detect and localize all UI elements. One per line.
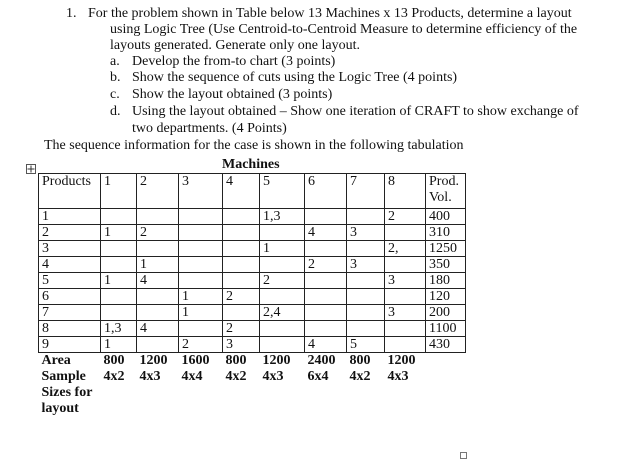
size-value: 4x2 [225, 369, 247, 384]
sequence-cell [101, 257, 137, 273]
table-row [39, 225, 466, 241]
header-machine-4: 4 [223, 174, 260, 209]
question-number: 1. [66, 6, 77, 21]
sizes-row [39, 369, 466, 441]
part-a-text: Develop the from-to chart (3 points) [132, 54, 336, 69]
sequence-cell [179, 321, 223, 337]
size-value: 4x3 [262, 369, 284, 384]
size-value: 4x4 [181, 369, 203, 384]
sequence-cell [347, 289, 385, 305]
table-resize-handle-icon[interactable] [460, 452, 467, 459]
table-row [39, 337, 466, 353]
prod-volume: 400 [426, 209, 466, 225]
sizes-empty [426, 369, 466, 441]
area-row [39, 353, 466, 370]
part-d-continuation: two departments. (4 Points) [132, 121, 287, 136]
product-id: 5 [39, 273, 101, 289]
sequence-cell [347, 273, 385, 289]
sequence-cell [347, 321, 385, 337]
sequence-cell: 1,3 [101, 321, 137, 337]
header-machine-8: 8 [385, 174, 426, 209]
sequence-cell [179, 257, 223, 273]
sequence-cell [260, 337, 305, 353]
sequence-cell [305, 289, 347, 305]
sequence-cell [260, 321, 305, 337]
header-machine-5: 5 [260, 174, 305, 209]
prod-volume: 200 [426, 305, 466, 321]
prod-volume: 120 [426, 289, 466, 305]
sequence-cell [385, 225, 426, 241]
question-line-2: using Logic Tree (Use Centroid-to-Centroid Measure to determine efficiency of the [110, 22, 578, 37]
part-c-letter: c. [110, 87, 120, 102]
product-id: 8 [39, 321, 101, 337]
table-row [39, 241, 466, 257]
product-id: 3 [39, 241, 101, 257]
sequence-cell: 2 [137, 225, 179, 241]
area-value: 1200 [387, 353, 416, 368]
header-machine-1: 1 [101, 174, 137, 209]
sequence-cell: 1 [260, 241, 305, 257]
area-value: 800 [103, 353, 125, 368]
size-value: 4x2 [349, 369, 371, 384]
machines-title: Machines [222, 157, 280, 172]
sequence-cell: 1 [101, 337, 137, 353]
sequence-cell [137, 289, 179, 305]
area-value: 1200 [262, 353, 291, 368]
header-machine-2: 2 [137, 174, 179, 209]
part-a-letter: a. [110, 54, 120, 69]
sequence-cell [385, 321, 426, 337]
size-value: 4x3 [387, 369, 409, 384]
sequence-cell: 2 [223, 321, 260, 337]
sequence-cell: 2 [260, 273, 305, 289]
area-value: 2400 [307, 353, 336, 368]
sequence-cell: 2 [385, 209, 426, 225]
sequence-cell [260, 289, 305, 305]
sequence-cell [385, 257, 426, 273]
question-line-3: layouts generated. Generate only one layout. [110, 38, 360, 53]
size-value: 6x4 [307, 369, 329, 384]
size-value: 4x2 [103, 369, 125, 384]
table-move-handle-icon[interactable] [26, 164, 36, 174]
sequence-cell: 1 [179, 289, 223, 305]
sequence-cell: 2, [385, 241, 426, 257]
sequence-cell [260, 257, 305, 273]
sequence-cell [305, 273, 347, 289]
sizes-label: Sample Sizes for layout [41, 369, 93, 416]
sequence-cell [223, 241, 260, 257]
header-prod-vol [426, 174, 466, 209]
sequence-cell [137, 209, 179, 225]
sequence-cell [347, 305, 385, 321]
sequence-cell: 1 [179, 305, 223, 321]
sequence-intro-text: The sequence information for the case is shown in the following tabulation [44, 138, 464, 153]
sequence-cell [223, 273, 260, 289]
product-id: 4 [39, 257, 101, 273]
sequence-cell [223, 305, 260, 321]
header-machine-6: 6 [305, 174, 347, 209]
product-id: 1 [39, 209, 101, 225]
part-c-text: Show the layout obtained (3 points) [132, 87, 333, 102]
sequence-cell: 3 [347, 257, 385, 273]
sequence-cell [223, 225, 260, 241]
part-d-text: Using the layout obtained – Show one iteration of CRAFT to show exchange of [132, 104, 579, 119]
sequence-cell [179, 241, 223, 257]
table-header-row [39, 174, 466, 209]
sequence-cell [347, 241, 385, 257]
sequence-cell [385, 337, 426, 353]
sequence-cell [223, 209, 260, 225]
header-machine-3: 3 [179, 174, 223, 209]
prod-volume: 1250 [426, 241, 466, 257]
sequence-cell: 3 [385, 273, 426, 289]
sequence-cell [260, 225, 305, 241]
sequence-cell [137, 241, 179, 257]
sequence-cell [347, 209, 385, 225]
sequence-cell: 1 [101, 225, 137, 241]
header-products: Products [39, 174, 101, 209]
question-line-1: For the problem shown in Table below 13 Machines x 13 Products, determine a layout [88, 6, 572, 21]
table-row [39, 209, 466, 225]
sequence-cell [101, 305, 137, 321]
table-row [39, 273, 466, 289]
sequence-cell: 2 [179, 337, 223, 353]
area-value: 800 [349, 353, 371, 368]
sequence-cell [223, 257, 260, 273]
sequence-cell: 3 [347, 225, 385, 241]
part-b-letter: b. [110, 70, 121, 85]
product-id: 9 [39, 337, 101, 353]
sequence-cell [385, 289, 426, 305]
header-prod-vol-line-2: Vol. [429, 190, 452, 205]
sequence-cell [179, 273, 223, 289]
sequence-cell: 4 [305, 337, 347, 353]
sequence-cell [137, 337, 179, 353]
sequence-cell: 4 [137, 321, 179, 337]
header-machine-7: 7 [347, 174, 385, 209]
table-row [39, 305, 466, 321]
part-d-letter: d. [110, 104, 121, 119]
product-id: 6 [39, 289, 101, 305]
product-id: 2 [39, 225, 101, 241]
sequence-cell: 1,3 [260, 209, 305, 225]
table-row [39, 257, 466, 273]
sequence-cell [137, 305, 179, 321]
header-prod-vol-line-1: Prod. [429, 174, 459, 189]
area-value: 800 [225, 353, 247, 368]
prod-volume: 310 [426, 225, 466, 241]
sequence-cell [305, 321, 347, 337]
sequence-cell: 3 [223, 337, 260, 353]
size-value: 4x3 [139, 369, 161, 384]
product-id: 7 [39, 305, 101, 321]
prod-volume: 1100 [426, 321, 466, 337]
sequence-cell: 2 [223, 289, 260, 305]
area-value: 1200 [139, 353, 168, 368]
sequence-cell: 1 [101, 273, 137, 289]
sequence-cell: 2,4 [260, 305, 305, 321]
sequence-cell [179, 209, 223, 225]
area-empty [426, 353, 466, 370]
sequence-cell [101, 241, 137, 257]
sequence-cell: 5 [347, 337, 385, 353]
sequence-cell: 4 [305, 225, 347, 241]
sequence-cell: 2 [305, 257, 347, 273]
table-row [39, 321, 466, 337]
prod-volume: 180 [426, 273, 466, 289]
sequence-table [38, 173, 466, 441]
sequence-cell: 4 [137, 273, 179, 289]
sequence-cell [305, 209, 347, 225]
table-row [39, 289, 466, 305]
sequence-cell [179, 225, 223, 241]
area-label: Area [41, 353, 71, 368]
sequence-cell [101, 289, 137, 305]
prod-volume: 430 [426, 337, 466, 353]
sequence-cell [305, 241, 347, 257]
part-b-text: Show the sequence of cuts using the Logic Tree (4 points) [132, 70, 458, 85]
sequence-cell [305, 305, 347, 321]
sequence-cell [101, 209, 137, 225]
area-value: 1600 [181, 353, 210, 368]
prod-volume: 350 [426, 257, 466, 273]
sequence-cell: 1 [137, 257, 179, 273]
sequence-cell: 3 [385, 305, 426, 321]
